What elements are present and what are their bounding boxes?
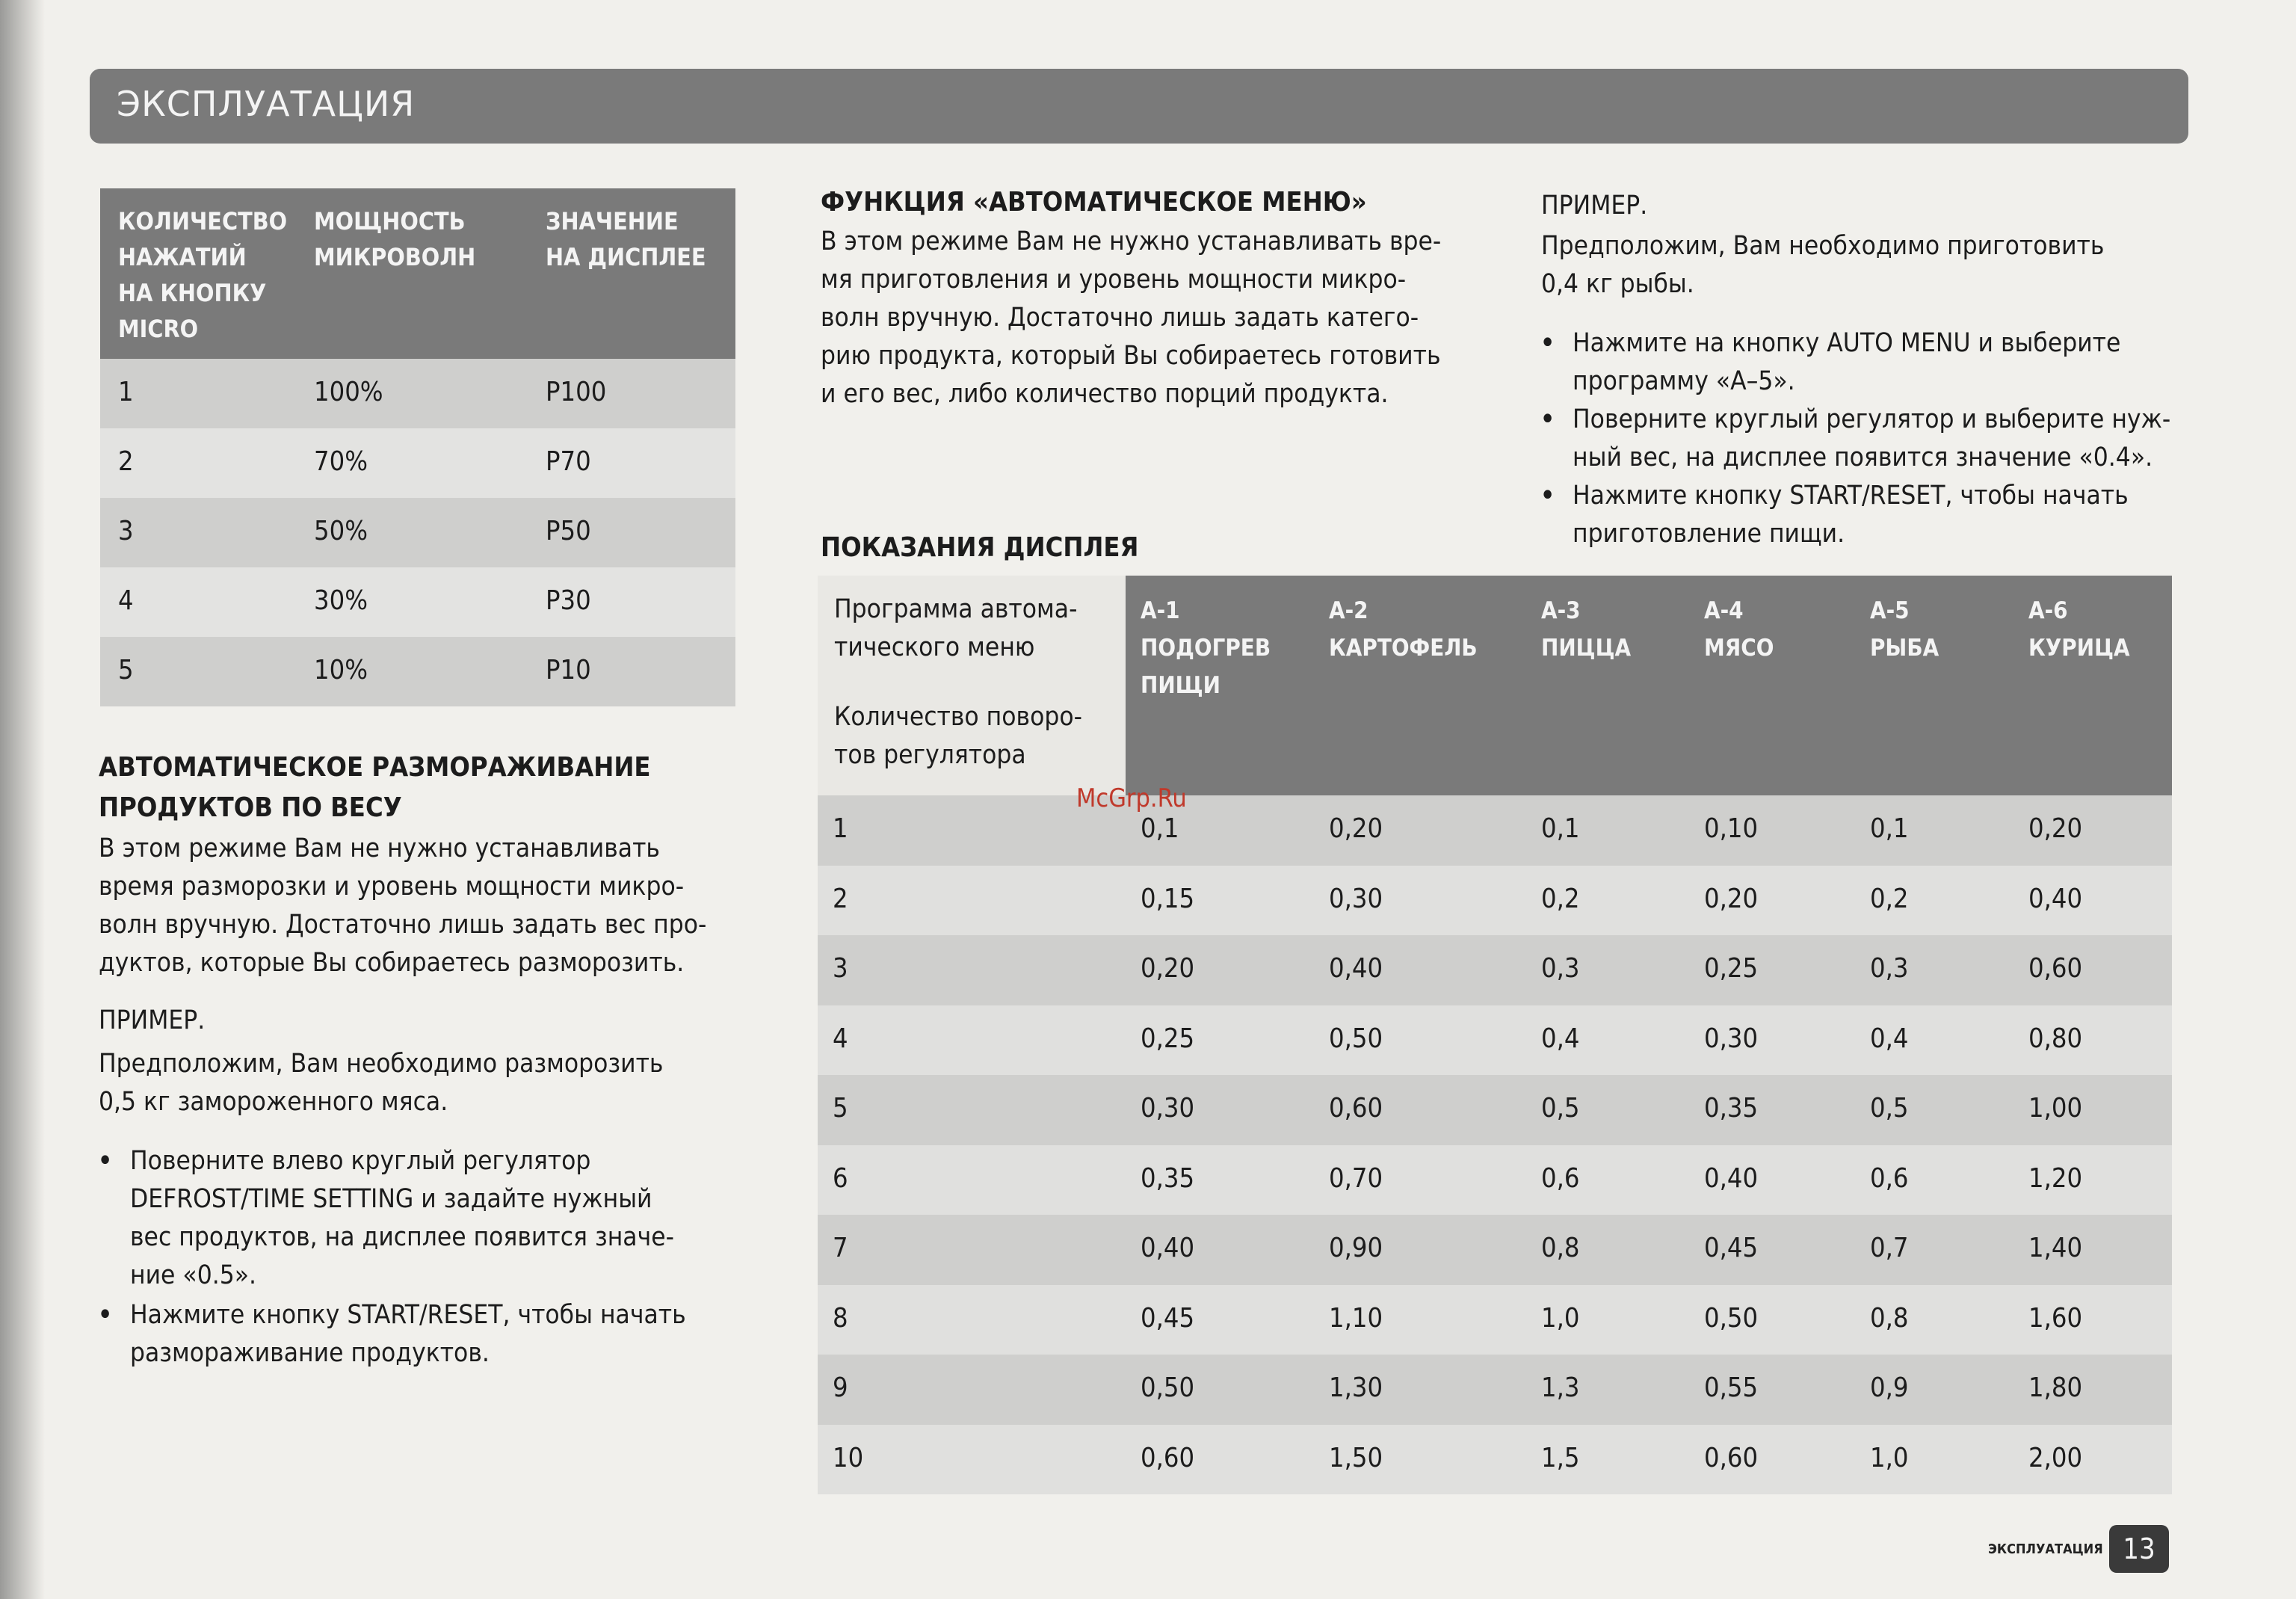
- table-cell: 0,35: [1704, 1093, 1759, 1124]
- table-row: [818, 1285, 2172, 1355]
- row-label-turns: Количество поворо- тов регулятора: [834, 702, 1082, 770]
- table-cell: 0,30: [1141, 1093, 1195, 1124]
- table-cell: 9: [833, 1372, 848, 1403]
- table-cell: 4: [118, 585, 134, 616]
- table-cell: 0,50: [1329, 1023, 1383, 1054]
- table-cell: 0,90: [1329, 1233, 1383, 1263]
- table-cell: 2: [833, 883, 848, 914]
- table-cell: 0,60: [1141, 1442, 1195, 1473]
- table-cell: 0,4: [1541, 1023, 1580, 1054]
- table-cell: 1: [118, 377, 134, 407]
- table-cell: 0,60: [1329, 1093, 1383, 1124]
- power-table: [100, 188, 735, 706]
- power-table-header: [100, 188, 735, 359]
- table-cell: 0,2: [1541, 883, 1580, 914]
- table-cell: 0,40: [2028, 883, 2083, 914]
- table-row: [818, 1355, 2172, 1425]
- table-row: [818, 866, 2172, 936]
- table-cell: 0,45: [1704, 1233, 1759, 1263]
- table-cell: 6: [833, 1162, 848, 1194]
- table-row: [100, 498, 735, 567]
- table-cell: 0,1: [1141, 813, 1179, 844]
- table-cell: 1,40: [2028, 1233, 2083, 1263]
- table-cell: 10: [833, 1442, 864, 1473]
- table-cell: 0,9: [1870, 1372, 1909, 1403]
- defrost-text: В этом режиме Вам не нужно устанавливать время разморозки и уровень мощности микро- волн вручную. Достаточно лишь задать вес про- дуктов, которые Вы собираетесь разморозить.: [99, 834, 707, 978]
- table-cell: 3: [118, 516, 134, 546]
- display-table: [818, 576, 2172, 1494]
- table-cell: 0,20: [1329, 813, 1383, 844]
- table-cell: 1,10: [1329, 1302, 1383, 1334]
- list-item: • Поверните круглый регулятор и выберите нуж- ный вес, на дисплее появится значение «0.4».: [1540, 401, 2182, 477]
- table-cell: 0,10: [1704, 813, 1759, 844]
- table-cell: 0,20: [1704, 883, 1759, 914]
- table-cell: 3: [833, 953, 848, 984]
- example-steps: [1540, 324, 2182, 553]
- table-cell: 50%: [314, 516, 368, 546]
- table-cell: 0,8: [1870, 1302, 1909, 1334]
- table-cell: 0,60: [2028, 953, 2083, 984]
- table-cell: 1,00: [2028, 1093, 2083, 1124]
- column-header-a2: А-2 КАРТОФЕЛЬ: [1329, 597, 1478, 662]
- column-header: КОЛИЧЕСТВО НАЖАТИЙ НА КНОПКУ MICRO: [118, 207, 288, 343]
- table-row: [818, 935, 2172, 1005]
- display-table-header: [818, 576, 2172, 795]
- page-number: 13: [2109, 1525, 2169, 1573]
- table-cell: 1,0: [1870, 1442, 1909, 1473]
- table-cell: 0,40: [1704, 1162, 1759, 1194]
- table-cell: P30: [546, 585, 591, 616]
- display-table-title: ПОКАЗАНИЯ ДИСПЛЕЯ: [821, 532, 1139, 563]
- table-cell: 1,60: [2028, 1302, 2083, 1334]
- table-cell: 70%: [314, 446, 368, 477]
- table-cell: 5: [833, 1093, 848, 1124]
- table-cell: 0,20: [1141, 953, 1195, 984]
- section-header: [90, 69, 2188, 144]
- table-cell: 0,3: [1541, 953, 1580, 984]
- column-header-a1: А-1 ПОДОГРЕВ ПИЩИ: [1141, 597, 1271, 699]
- list-item: • Поверните влево круглый регулятор DEFROST/TIME SETTING и задайте нужный вес продуктов, на дисплее появится значе- ние «0.5».: [97, 1142, 740, 1295]
- table-cell: 1,20: [2028, 1162, 2083, 1194]
- table-cell: P50: [546, 516, 591, 546]
- table-cell: 0,30: [1704, 1023, 1759, 1054]
- table-cell: 0,40: [1141, 1233, 1195, 1263]
- column-header-a5: А-5 РЫБА: [1870, 597, 1939, 662]
- defrost-title: АВТОМАТИЧЕСКОЕ РАЗМОРАЖИВАНИЕ ПРОДУКТОВ ПО ВЕСУ: [99, 752, 651, 823]
- defrost-steps: [97, 1142, 740, 1372]
- table-cell: 30%: [314, 585, 368, 616]
- table-cell: 0,6: [1541, 1162, 1580, 1194]
- list-item: • Нажмите кнопку START/RESET, чтобы начать размораживание продуктов.: [97, 1296, 740, 1372]
- table-cell: 1,50: [1329, 1442, 1383, 1473]
- table-cell: 0,80: [2028, 1023, 2083, 1054]
- table-row: [818, 1215, 2172, 1285]
- table-cell: 0,1: [1870, 813, 1909, 844]
- table-cell: 1,80: [2028, 1372, 2083, 1403]
- table-row: [818, 1005, 2172, 1076]
- table-cell: 100%: [314, 377, 383, 407]
- section-title: ЭКСПЛУАТАЦИЯ: [117, 84, 416, 124]
- table-cell: 0,6: [1870, 1162, 1909, 1194]
- defrost-example-title: ПРИМЕР.: [99, 1005, 206, 1035]
- table-row: [818, 795, 2172, 866]
- table-cell: 0,1: [1541, 813, 1580, 844]
- table-row: [818, 1145, 2172, 1216]
- column-header: ЗНАЧЕНИЕ НА ДИСПЛЕЕ: [546, 207, 706, 271]
- table-cell: 0,60: [1704, 1442, 1759, 1473]
- table-cell: 1,30: [1329, 1372, 1383, 1403]
- display-table-body: [818, 795, 2172, 1494]
- watermark-text: McGrp.Ru: [1076, 783, 1187, 813]
- table-cell: 7: [833, 1233, 848, 1263]
- table-row: [100, 637, 735, 706]
- table-cell: 0,35: [1141, 1162, 1195, 1194]
- table-cell: 0,45: [1141, 1302, 1195, 1334]
- table-row: [100, 359, 735, 428]
- program-columns: [1126, 576, 2172, 795]
- table-cell: 0,15: [1141, 883, 1195, 914]
- auto-menu-text: В этом режиме Вам не нужно устанавливать вре- мя приготовления и уровень мощности микро- волн вручную. Достаточно лишь задать катего- рию продукта, который Вы собираетесь готовить и его вес, либо количество порций продукта.: [821, 227, 1442, 409]
- table-cell: 1,3: [1541, 1372, 1580, 1403]
- table-row: [100, 428, 735, 498]
- example-title: ПРИМЕР.: [1541, 191, 1648, 221]
- table-cell: 1,0: [1541, 1302, 1580, 1334]
- list-item: • Нажмите кнопку START/RESET, чтобы начать приготовление пищи.: [1540, 477, 2182, 553]
- table-cell: 0,25: [1704, 953, 1759, 984]
- table-cell: P70: [546, 446, 591, 477]
- table-cell: 0,30: [1329, 883, 1383, 914]
- table-cell: 0,5: [1870, 1093, 1909, 1124]
- footer-label: ЭКСПЛУАТАЦИЯ: [1988, 1541, 2103, 1557]
- table-row: [100, 567, 735, 637]
- column-header: МОЩНОСТЬ МИКРОВОЛН: [314, 207, 476, 271]
- table-cell: 10%: [314, 655, 368, 685]
- defrost-example-text: Предположим, Вам необходимо разморозить 0,5 кг замороженного мяса.: [99, 1049, 664, 1117]
- table-cell: 0,3: [1870, 953, 1909, 984]
- table-cell: 2,00: [2028, 1442, 2083, 1473]
- example-text: Предположим, Вам необходимо приготовить 0,4 кг рыбы.: [1541, 231, 2105, 299]
- row-label-program: Программа автома- тического меню: [834, 594, 1078, 662]
- table-row: [818, 1425, 2172, 1495]
- table-cell: 4: [833, 1023, 848, 1054]
- table-cell: 0,8: [1541, 1233, 1580, 1263]
- table-cell: 0,55: [1704, 1372, 1759, 1403]
- column-header-a3: А-3 ПИЦЦА: [1541, 597, 1632, 662]
- column-header-a6: А-6 КУРИЦА: [2028, 597, 2130, 662]
- auto-menu-title: ФУНКЦИЯ «АВТОМАТИЧЕСКОЕ МЕНЮ»: [821, 187, 1367, 218]
- table-cell: 8: [833, 1302, 848, 1334]
- table-cell: 0,20: [2028, 813, 2083, 844]
- table-cell: 0,50: [1141, 1372, 1195, 1403]
- table-cell: 0,40: [1329, 953, 1383, 984]
- list-item: • Нажмите на кнопку AUTO MENU и выберите программу «А–5».: [1540, 324, 2182, 401]
- table-cell: 5: [118, 655, 134, 685]
- table-cell: 1: [833, 813, 848, 844]
- table-row: [818, 1075, 2172, 1145]
- power-table-body: [100, 359, 735, 706]
- table-cell: 0,5: [1541, 1093, 1580, 1124]
- table-cell: 0,50: [1704, 1302, 1759, 1334]
- column-header-a4: А-4 МЯСО: [1704, 597, 1774, 662]
- table-cell: P100: [546, 377, 607, 407]
- table-cell: 0,25: [1141, 1023, 1195, 1054]
- table-cell: P10: [546, 655, 591, 685]
- table-cell: 2: [118, 446, 134, 477]
- table-cell: 0,7: [1870, 1233, 1909, 1263]
- table-cell: 0,70: [1329, 1162, 1383, 1194]
- book-spine-shadow: [0, 0, 45, 1599]
- table-cell: 1,5: [1541, 1442, 1580, 1473]
- table-cell: 0,2: [1870, 883, 1909, 914]
- table-cell: 0,4: [1870, 1023, 1909, 1054]
